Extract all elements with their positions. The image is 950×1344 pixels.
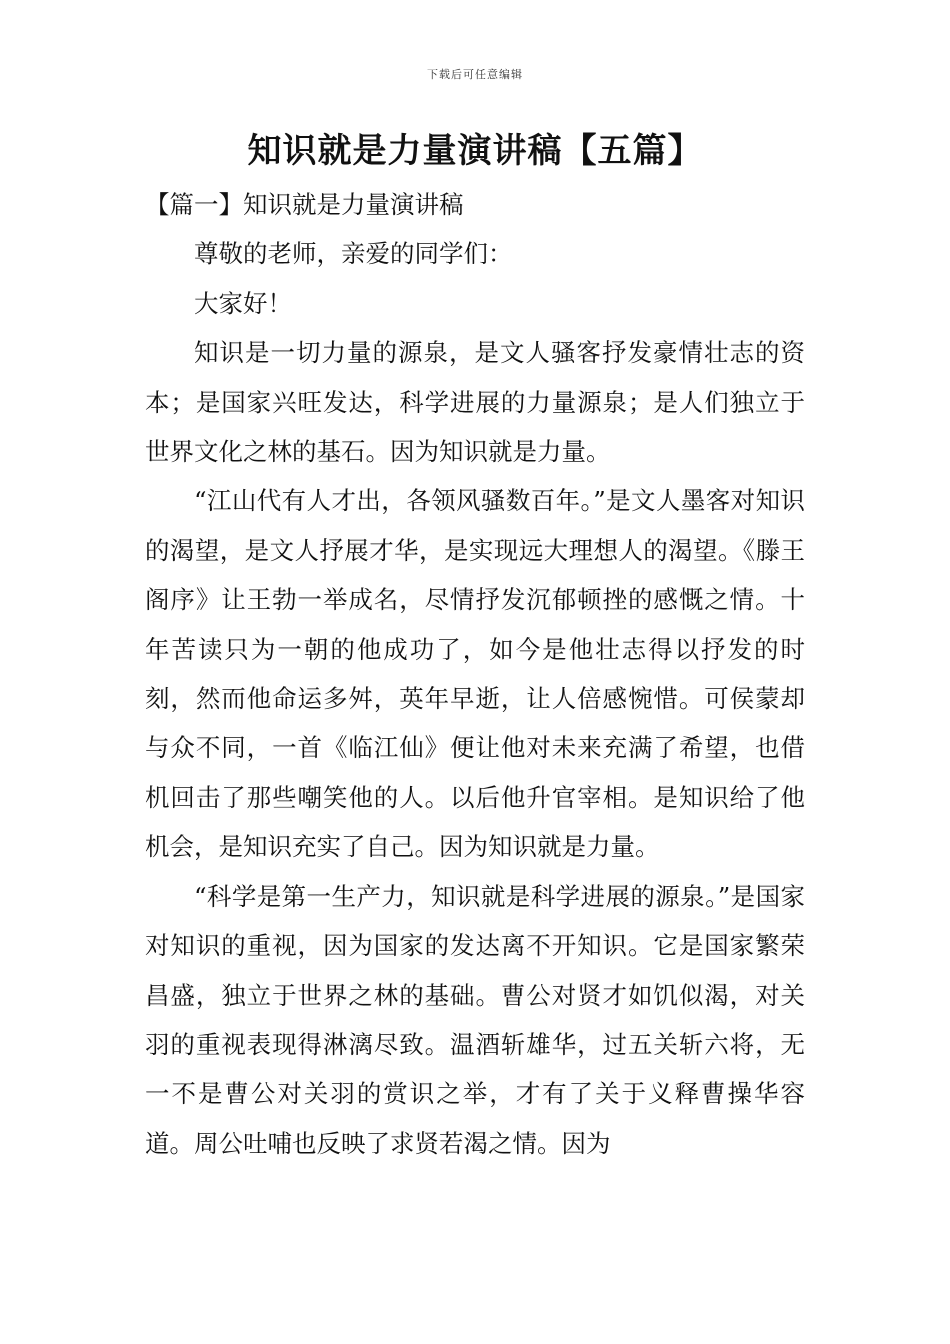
body-paragraph: 知识是一切力量的源泉，是文人骚客抒发豪情壮志的资本；是国家兴旺发达，科学进展的力量源泉；是人们独立于世界文化之林的基石。因为知识就是力量。 [145,338,805,467]
document-title: 知识就是力量演讲稿【五篇】 [247,131,703,171]
greeting-paragraph: 大家好！ [194,288,292,318]
header-note: 下载后可任意编辑 [427,68,523,81]
body-paragraph: “科学是第一生产力，知识就是科学进展的源泉。”是国家对知识的重视，因为国家的发达离不开知识。它是国家繁荣昌盛，独立于世界之林的基础。曹公对贤才如饥似渴，对关羽的重视表现得淋漓尽致。温酒斩雄华，过五关斩六将，无一不是曹公对关羽的赏识之举，才有了关于义释曹操华容道。周公吐哺也反映了求贤若渴之情。因为 [145,881,805,1158]
section-heading: 【篇一】知识就是力量演讲稿 [145,190,464,219]
salutation-paragraph: 尊敬的老师，亲爱的同学们： [194,239,513,269]
body-paragraph: “江山代有人才出，各领风骚数百年。”是文人墨客对知识的渴望，是文人抒展才华，是实现远大理想人的渴望。《滕王阁序》让王勃一举成名，尽情抒发沉郁顿挫的感慨之情。十年苦读只为一朝的他成功了，如今是他壮志得以抒发的时刻，然而他命运多舛，英年早逝，让人倍感惋惜。可侯蒙却与众不同，一首《临江仙》便让他对未来充满了希望，也借机回击了那些嘲笑他的人。以后他升官宰相。是知识给了他机会，是知识充实了自己。因为知识就是力量。 [145,486,805,862]
document-body [145,180,805,1168]
